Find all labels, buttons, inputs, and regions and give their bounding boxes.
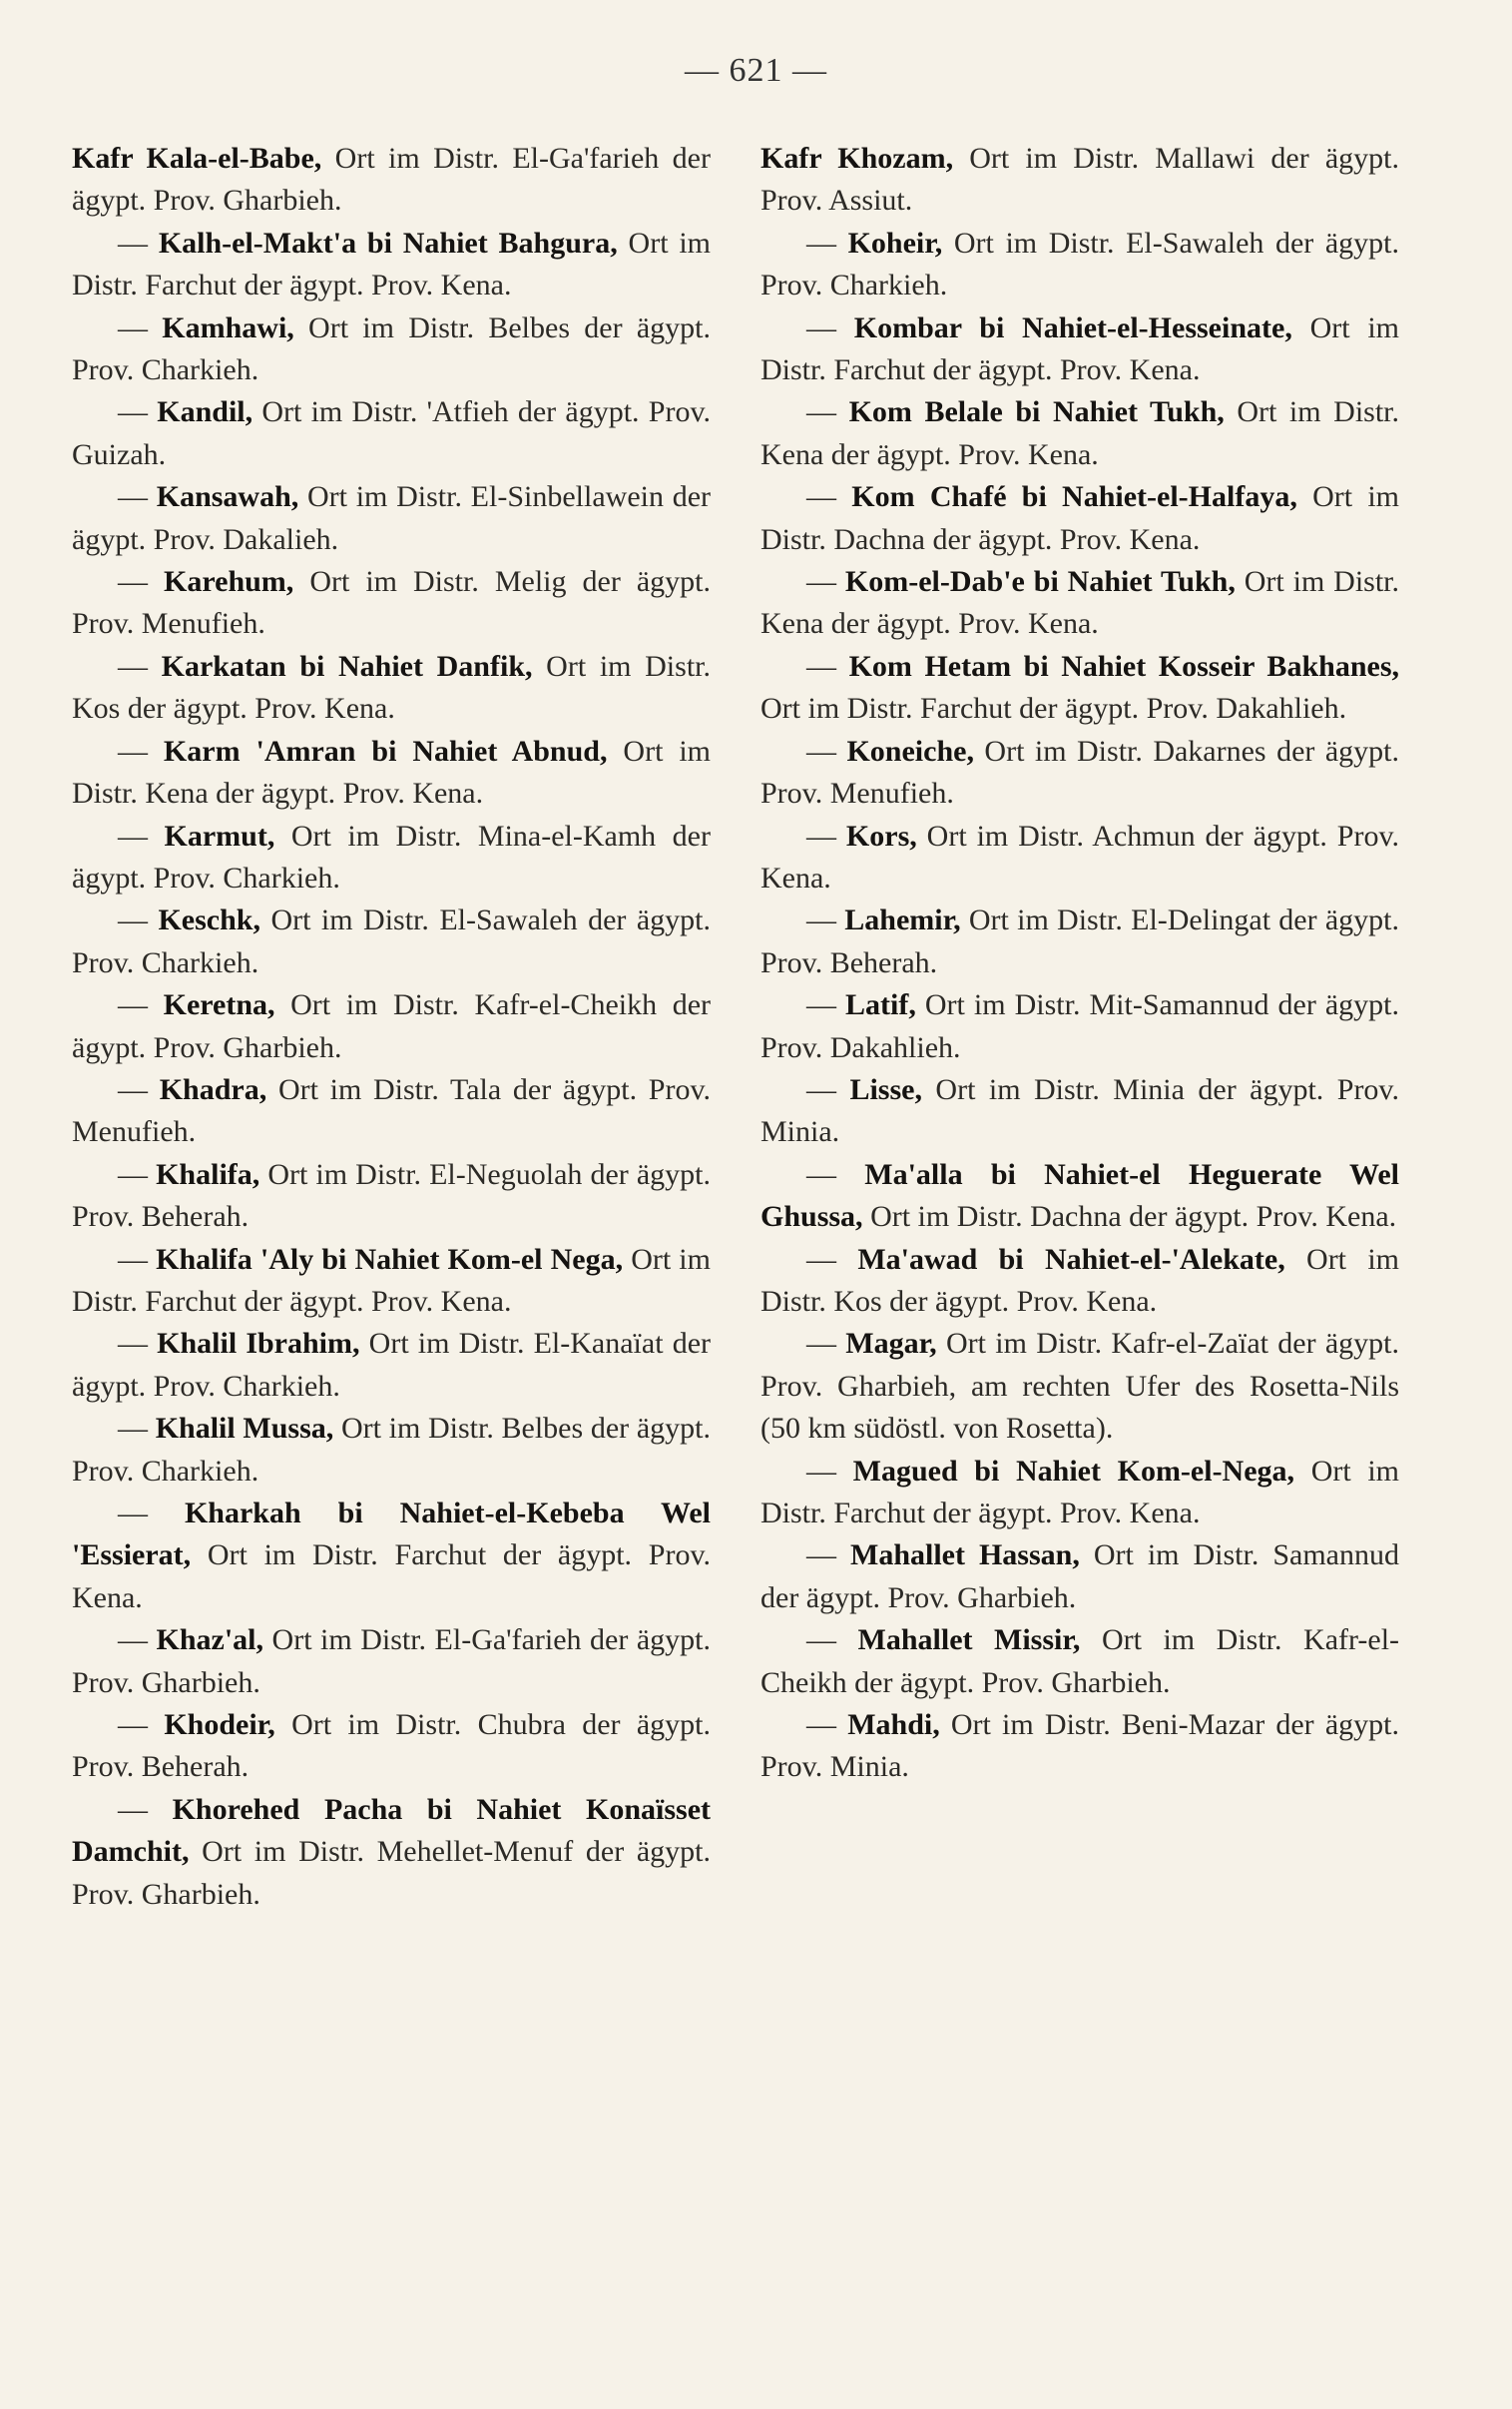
entry-description: Ort im Distr. Dakarnes der ägypt. Prov. Menufieh. — [760, 734, 1399, 811]
entry-dash: — — [118, 565, 165, 599]
entry-description: Ort im Distr. Samannud der ägypt. Prov. Gharbieh. — [760, 1538, 1399, 1614]
entry-dash: — — [118, 226, 159, 260]
gazetteer-entry — [72, 138, 711, 223]
entry-dash: — — [806, 1538, 850, 1572]
gazetteer-entry — [72, 1789, 711, 1916]
entry-description: Ort im Distr. El-Sinbellawein der ägypt. Prov. Dakalieh. — [72, 480, 711, 556]
entry-description: Ort im Distr. El-Ga'farieh der ägypt. Prov. Gharbieh. — [72, 142, 711, 218]
entry-dash: — — [806, 480, 852, 514]
entry-headword: Khorehed Pacha bi Nahiet Konaïsset Damchit, — [72, 1792, 712, 1869]
entry-dash: — — [806, 988, 846, 1022]
gazetteer-entry — [760, 561, 1399, 646]
gazetteer-entry — [760, 816, 1399, 901]
entry-headword: Khalifa, — [156, 1157, 260, 1191]
entry-description: Ort im Distr. Mehellet-Menuf der ägypt. Prov. Gharbieh. — [72, 1835, 711, 1911]
entry-dash: — — [806, 1242, 858, 1276]
entry-description: Ort im Distr. Kafr-el-Cheikh der ägypt. Prov. Gharbieh. — [72, 988, 712, 1064]
gazetteer-entry — [72, 731, 711, 816]
gazetteer-entry — [760, 1239, 1399, 1324]
entry-description: Ort im Distr. Kafr-el-Zaïat der ägypt. Prov. Gharbieh, am rechten Ufer des Rosetta-Nils (50 km südöstl. von Rosetta). — [760, 1327, 1400, 1446]
entry-dash: — — [118, 1242, 157, 1276]
right-column — [760, 138, 1399, 1789]
entry-description: Ort im Distr. Chubra der ägypt. Prov. Beherah. — [72, 1708, 711, 1784]
entry-headword: Kandil, — [157, 395, 253, 429]
entry-dash: — — [806, 565, 845, 599]
gazetteer-entry — [760, 138, 1399, 223]
gazetteer-entry — [760, 984, 1399, 1069]
entry-description: Ort im Distr. Kos der ägypt. Prov. Kena. — [760, 1242, 1399, 1318]
entry-headword: Ma'awad bi Nahiet-el-'Alekate, — [857, 1242, 1285, 1276]
entry-dash: — — [118, 1497, 185, 1529]
left-column — [72, 138, 711, 1916]
entry-headword: Kom Hetam bi Nahiet Kosseir Bakhanes, — [848, 649, 1399, 683]
entry-description: Ort im Distr. El-Delingat der ägypt. Prov. Beherah. — [760, 903, 1400, 979]
gazetteer-entry — [72, 900, 711, 984]
entry-description: Ort im Distr. Dachna der ägypt. Prov. Kena. — [760, 480, 1400, 556]
entry-headword: Koheir, — [847, 226, 943, 260]
entry-headword: Khaz'al, — [156, 1623, 264, 1657]
entry-dash: — — [118, 480, 157, 514]
entry-description: Ort im Distr. Farchut der ägypt. Prov. Kena. — [760, 1454, 1399, 1529]
gazetteer-entry — [760, 307, 1399, 392]
entry-description: Ort im Distr. El-Kanaïat der ägypt. Prov. Charkieh. — [72, 1327, 711, 1403]
entry-description: Ort im Distr. El-Ga'farieh der ägypt. Prov. Gharbieh. — [72, 1623, 712, 1699]
entry-description: Ort im Distr. Kena der ägypt. Prov. Kena. — [760, 565, 1400, 641]
entry-description: Ort im Distr. Farchut der ägypt. Prov. Dakahlieh. — [760, 692, 1347, 726]
entry-dash: — — [118, 395, 158, 429]
entry-description: Ort im Distr. El-Sawaleh der ägypt. Prov. Charkieh. — [72, 903, 711, 979]
entry-headword: Kansawah, — [156, 480, 299, 514]
entry-dash: — — [806, 734, 847, 768]
entry-description: Ort im Distr. Belbes der ägypt. Prov. Charkieh. — [72, 1412, 711, 1488]
gazetteer-entry — [760, 900, 1399, 984]
entry-description: Ort im Distr. Farchut der ägypt. Prov. Kena. — [760, 310, 1399, 387]
entry-headword: Karm 'Amran bi Nahiet Abnud, — [163, 734, 608, 768]
gazetteer-entry — [760, 646, 1399, 731]
entry-headword: Latif, — [845, 988, 916, 1022]
entry-description: Ort im Distr. Kos der ägypt. Prov. Kena. — [72, 649, 711, 726]
entry-description: Ort im Distr. Kena der ägypt. Prov. Kena. — [72, 734, 711, 811]
entry-headword: Kalh-el-Makt'a bi Nahiet Bahgura, — [158, 226, 618, 260]
page-number: — 621 — — [685, 52, 827, 89]
gazetteer-entry — [72, 1323, 711, 1408]
gazetteer-entry — [72, 476, 711, 561]
entry-headword: Kom Belale bi Nahiet Tukh, — [848, 395, 1225, 429]
entry-dash: — — [806, 1454, 853, 1488]
entry-headword: Khodeir, — [164, 1708, 275, 1742]
entry-headword: Kombar bi Nahiet-el-Hesseinate, — [853, 310, 1292, 344]
entry-dash: — — [118, 1708, 165, 1742]
entry-headword: Kafr Khozam, — [760, 142, 954, 175]
entry-headword: Kom-el-Dab'e bi Nahiet Tukh, — [844, 565, 1236, 599]
gazetteer-entry — [72, 1619, 711, 1704]
entry-dash: — — [118, 310, 163, 344]
entry-dash: — — [806, 1708, 848, 1742]
gazetteer-entry — [760, 1323, 1399, 1450]
gazetteer-entry — [760, 1069, 1399, 1154]
gazetteer-entry — [760, 1154, 1399, 1239]
entry-dash: — — [806, 395, 849, 429]
entry-headword: Lisse, — [849, 1072, 922, 1106]
entry-headword: Magar, — [845, 1327, 937, 1361]
entry-description: Ort im Distr. Farchut der ägypt. Prov. Kena. — [72, 1242, 711, 1318]
entry-description: Ort im Distr. Dachna der ägypt. Prov. Kena. — [862, 1200, 1397, 1234]
entry-headword: Khalifa 'Aly bi Nahiet Kom-el Nega, — [156, 1242, 624, 1276]
entry-headword: Ma'alla bi Nahiet-el Heguerate Wel Ghussa, — [760, 1157, 1399, 1234]
entry-headword: Kharkah bi Nahiet-el-Kebeba Wel 'Essierat, — [72, 1497, 711, 1572]
entry-dash: — — [118, 903, 159, 937]
gazetteer-entry — [760, 1534, 1399, 1619]
entry-description: Ort im Distr. El-Sawaleh der ägypt. Prov. Charkieh. — [760, 226, 1399, 302]
entry-headword: Mahallet Missir, — [857, 1623, 1081, 1657]
entry-headword: Kom Chafé bi Nahiet-el-Halfaya, — [851, 480, 1297, 514]
gazetteer-entry — [760, 223, 1399, 307]
entry-headword: Khadra, — [159, 1072, 267, 1106]
gazetteer-entry — [760, 1619, 1399, 1704]
entry-headword: Karmut, — [164, 819, 275, 853]
gazetteer-entry — [72, 307, 711, 392]
gazetteer-entry — [760, 476, 1399, 561]
entry-description: Ort im Distr. Tala der ägypt. Prov. Menufieh. — [72, 1072, 711, 1149]
gazetteer-entry — [760, 391, 1399, 476]
entry-headword: Lahemir, — [844, 903, 961, 937]
entry-dash: — — [806, 1623, 858, 1657]
entry-headword: Keschk, — [158, 903, 260, 937]
entry-headword: Koneiche, — [846, 734, 974, 768]
entry-headword: Khalil Ibrahim, — [157, 1327, 360, 1361]
gazetteer-entry — [72, 816, 711, 901]
entry-dash: — — [806, 1072, 850, 1106]
gazetteer-entry — [72, 1154, 711, 1239]
entry-description: Ort im Distr. Kafr-el-Cheikh der ägypt. Prov. Gharbieh. — [760, 1623, 1400, 1699]
entry-dash: — — [806, 903, 845, 937]
entry-headword: Mahallet Hassan, — [850, 1538, 1080, 1572]
gazetteer-entry — [72, 391, 711, 476]
entry-description: Ort im Distr. Farchut der ägypt. Prov. Kena. — [72, 226, 711, 302]
entry-description: Ort im Distr. Beni-Mazar der ägypt. Prov. Minia. — [760, 1708, 1399, 1784]
entry-dash: — — [806, 226, 848, 260]
entry-description: Ort im Distr. Farchut der ägypt. Prov. Kena. — [72, 1538, 711, 1614]
entry-dash: — — [118, 1157, 157, 1191]
entry-description: Ort im Distr. El-Neguolah der ägypt. Prov. Beherah. — [72, 1157, 712, 1234]
gazetteer-entry — [72, 1704, 711, 1789]
gazetteer-entry — [72, 223, 711, 307]
gazetteer-entry — [72, 1493, 711, 1619]
entry-description: Ort im Distr. Minia der ägypt. Prov. Minia. — [760, 1072, 1399, 1149]
gazetteer-entry — [72, 1069, 711, 1154]
gazetteer-entry — [760, 731, 1399, 816]
entry-headword: Keretna, — [163, 988, 275, 1022]
entry-dash: — — [118, 1327, 158, 1361]
entry-description: Ort im Distr. Mallawi der ägypt. Prov. Assiut. — [760, 142, 1399, 218]
gazetteer-entry — [760, 1704, 1399, 1789]
entry-dash: — — [806, 1327, 846, 1361]
entry-description: Ort im Distr. Belbes der ägypt. Prov. Charkieh. — [72, 310, 711, 387]
gazetteer-entry — [72, 561, 711, 646]
entry-dash: — — [118, 1412, 156, 1446]
entry-dash: — — [806, 819, 846, 853]
entry-dash: — — [118, 988, 164, 1022]
entry-dash: — — [118, 1792, 173, 1826]
entry-dash: — — [118, 819, 165, 853]
entry-dash: — — [806, 310, 854, 344]
entry-dash: — — [806, 1157, 865, 1191]
entry-headword: Kors, — [845, 819, 917, 853]
entry-description: Ort im Distr. Melig der ägypt. Prov. Menufieh. — [72, 565, 712, 641]
gazetteer-entry — [72, 1239, 711, 1324]
entry-headword: Kamhawi, — [162, 310, 294, 344]
gazetteer-entry — [72, 1408, 711, 1493]
entry-dash: — — [118, 649, 162, 683]
gazetteer-entry — [760, 1451, 1399, 1535]
entry-headword: Mahdi, — [847, 1708, 940, 1742]
entry-description: Ort im Distr. Mit-Samannud der ägypt. Prov. Dakahlieh. — [760, 988, 1399, 1064]
entry-description: Ort im Distr. Kena der ägypt. Prov. Kena. — [760, 395, 1399, 471]
entry-headword: Karehum, — [164, 565, 294, 599]
entry-dash: — — [118, 1072, 160, 1106]
gazetteer-entry — [72, 646, 711, 731]
entry-headword: Karkatan bi Nahiet Danfik, — [161, 649, 533, 683]
entry-dash: — — [118, 1623, 157, 1657]
entry-dash: — — [118, 734, 164, 768]
entry-dash: — — [806, 649, 849, 683]
entry-headword: Khalil Mussa, — [155, 1412, 334, 1446]
entry-headword: Kafr Kala-el-Babe, — [72, 142, 322, 175]
entry-description: Ort im Distr. 'Atfieh der ägypt. Prov. Guizah. — [72, 395, 712, 471]
gazetteer-entry — [72, 984, 711, 1069]
entry-headword: Magued bi Nahiet Kom-el-Nega, — [852, 1454, 1295, 1488]
entry-description: Ort im Distr. Achmun der ägypt. Prov. Kena. — [760, 819, 1399, 895]
entry-description: Ort im Distr. Mina-el-Kamh der ägypt. Prov. Charkieh. — [72, 819, 711, 895]
